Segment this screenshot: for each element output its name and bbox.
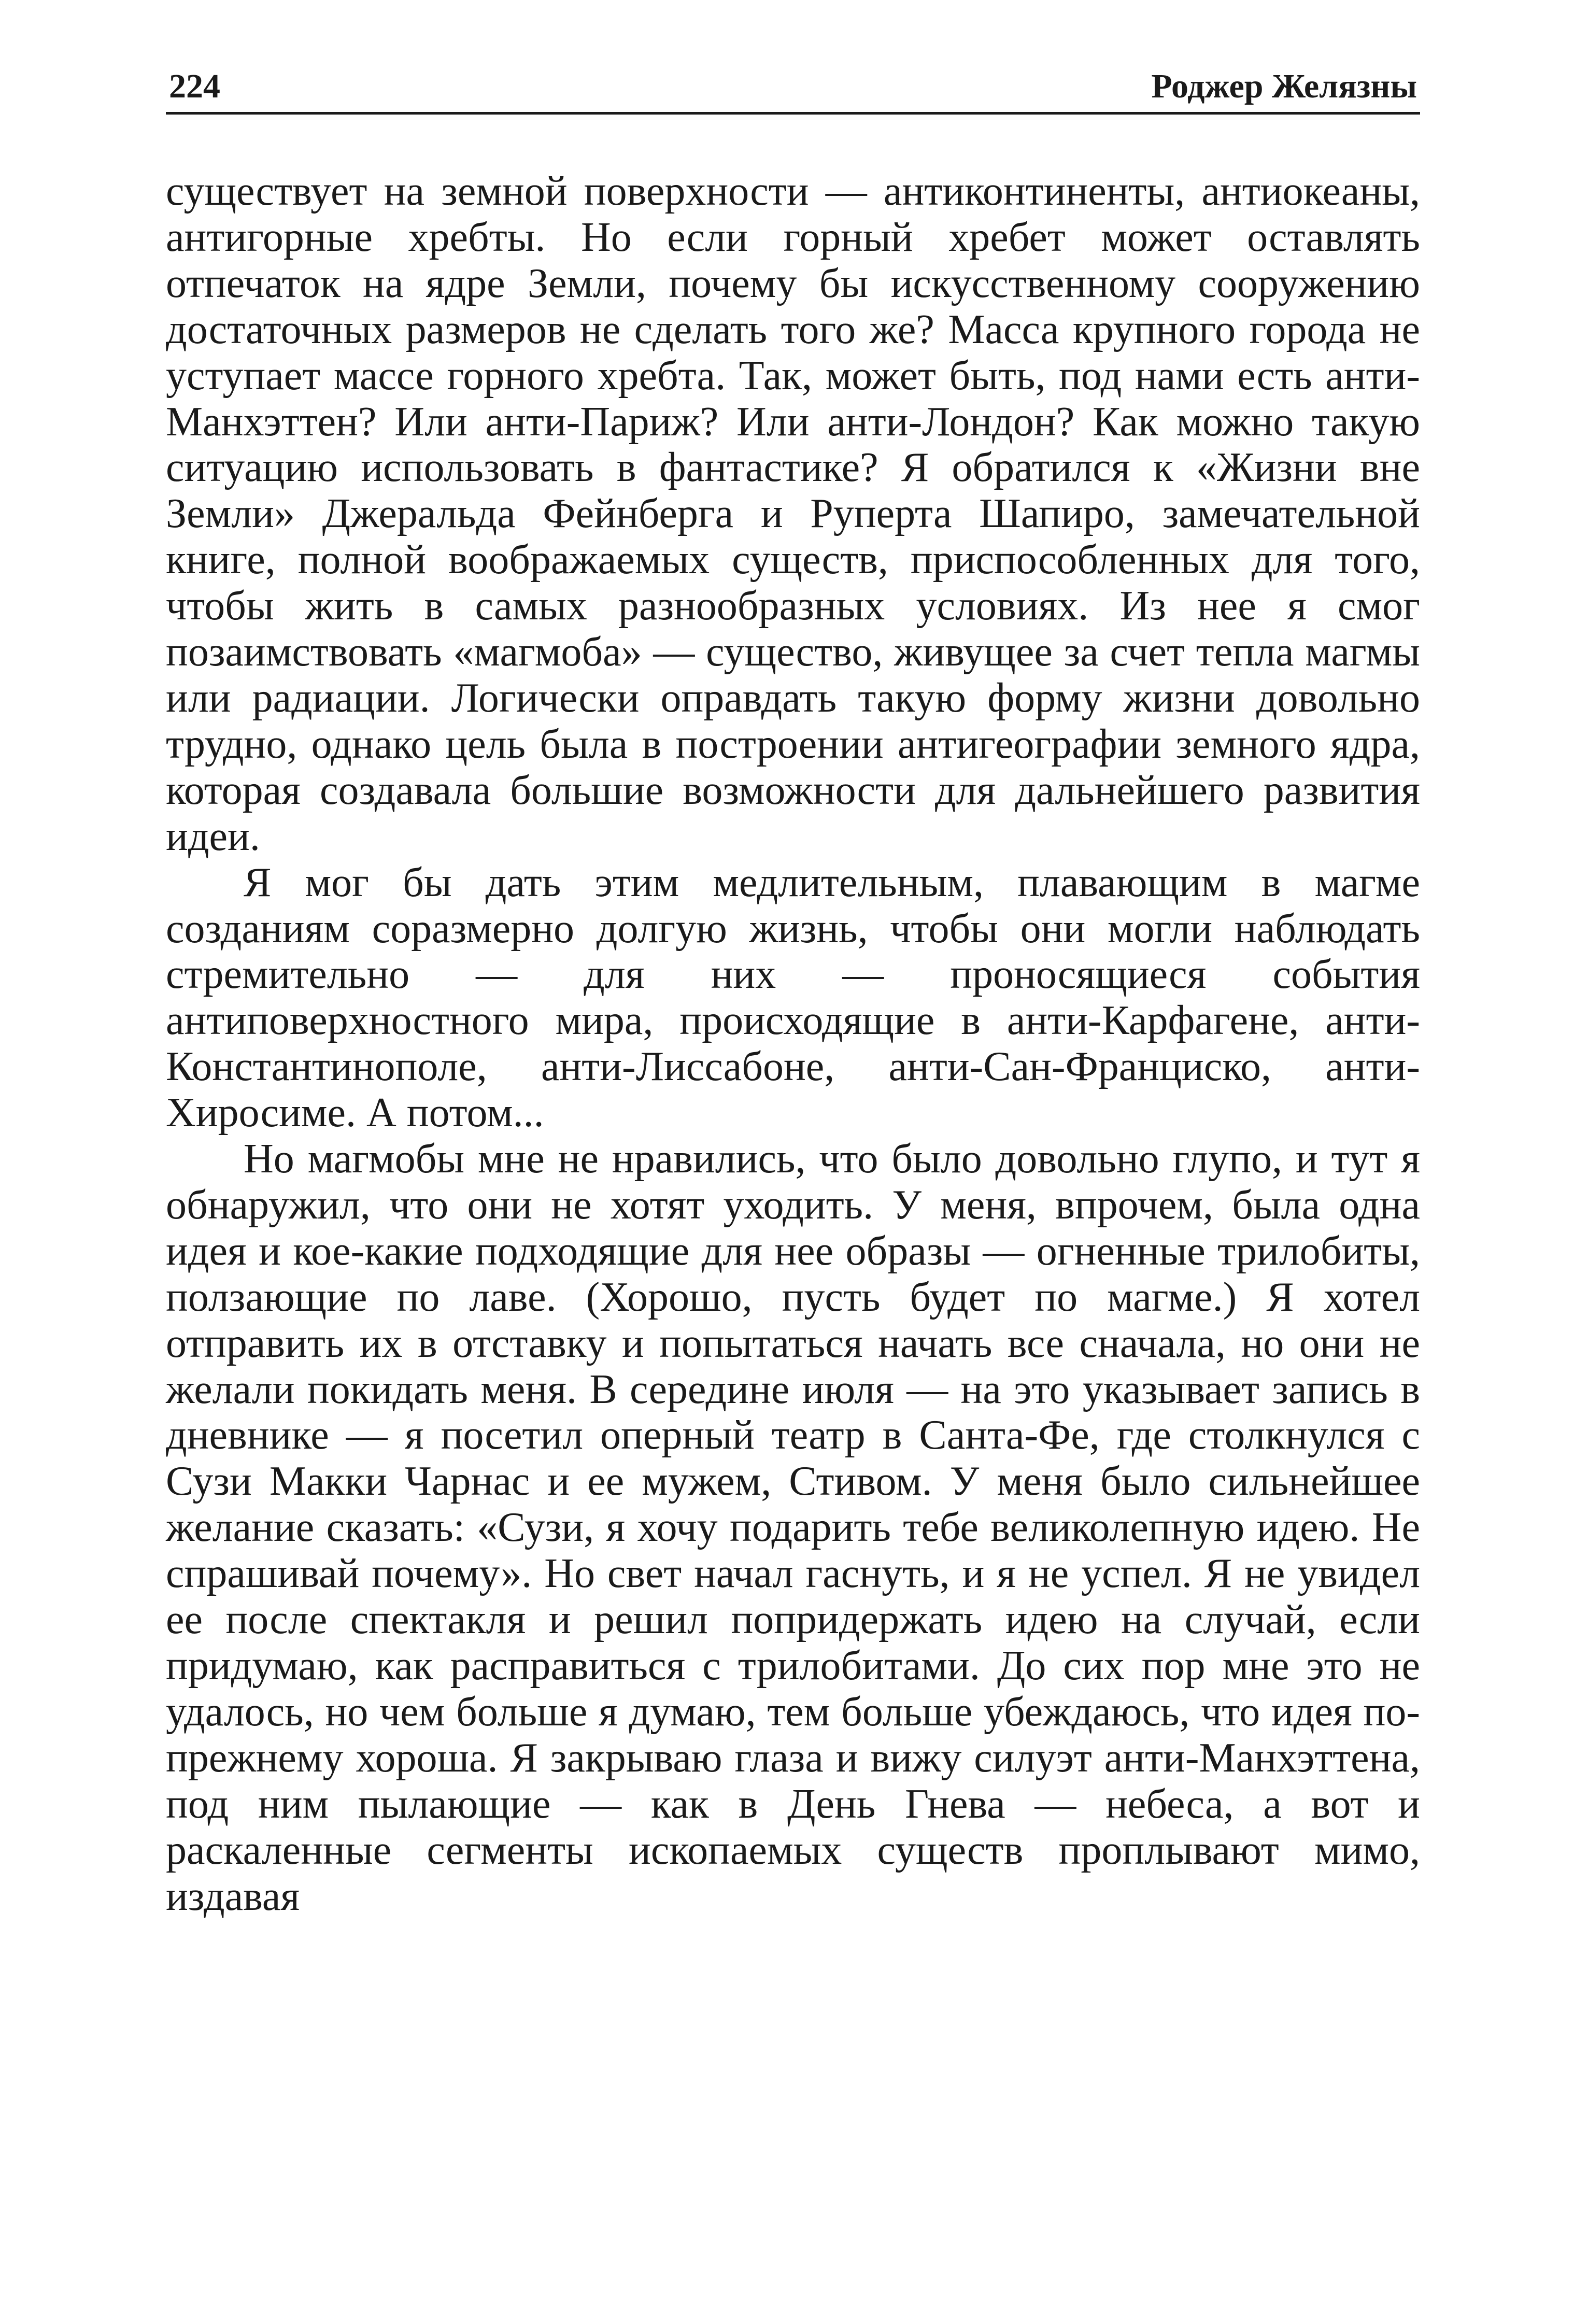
paragraph-3: Но магмобы мне не нравились, что было довольно глупо, и тут я обнаружил, что они не хотят уходить. У меня, впрочем, была одна идея и кое-какие подходящие для нее образы — огненные трилобиты, ползающие по лаве. (Хорошо, пусть будет по магме.) Я хотел отправить их в отставку и попытаться начать все сначала, но они не желали покидать меня. В середине июля — на это указывает запись в дневнике — я посетил оперный театр в Санта-Фе, где столкнулся с Сузи Макки Чарнас и ее мужем, Стивом. У меня было сильнейшее желание сказать: «Сузи, я хочу подарить тебе великолепную идею. Не спрашивай почему». Но свет начал гаснуть, и я не успел. Я не увидел ее после спектакля и решил попридержать идею на случай, если придумаю, как расправиться с трилобитами. До сих пор мне это не удалось, но чем больше я думаю, тем больше убеждаюсь, что идея по-прежнему хороша. Я закрываю глаза и вижу силуэт анти-Манхэттена, под ним пылающие — как в День Гнева — небеса, а вот и раскаленные сегменты ископаемых существ проплывают мимо, издавая: [166, 1136, 1420, 1919]
page-number: 224: [169, 67, 220, 105]
book-page: [166, 52, 1420, 2280]
paragraph-1: существует на земной поверхности — антиконтиненты, антиокеаны, антигорные хребты. Но если горный хребет может оставлять отпечаток на ядре Земли, почему бы искусственному сооружению достаточных размеров не сделать того же? Масса крупного города не уступает массе горного хребта. Так, может быть, под нами есть анти-Манхэттен? Или анти-Париж? Или анти-Лондон? Как можно такую ситуацию использовать в фантастике? Я обратился к «Жизни вне Земли» Джеральда Фейнберга и Руперта Шапиро, замечательной книге, полной воображаемых существ, приспособленных для того, чтобы жить в самых разнообразных условиях. Из нее я смог позаимствовать «магмоба» — существо, живущее за счет тепла магмы или радиации. Логически оправдать такую форму жизни довольно трудно, однако цель была в построении антигеографии земного ядра, которая создавала большие возможности для дальнейшего развития идеи.: [166, 168, 1420, 859]
body-text: [166, 168, 1420, 1919]
author-name: Роджер Желязны: [1151, 67, 1417, 105]
running-head: [166, 52, 1420, 115]
paragraph-2: Я мог бы дать этим медлительным, плавающим в магме созданиям соразмерно долгую жизнь, чтобы они могли наблюдать стремительно — для них — проносящиеся события антиповерхностного мира, происходящие в анти-Карфагене, анти-Константинополе, анти-Лиссабоне, анти-Сан-Франциско, анти-Хиросиме. А потом...: [166, 859, 1420, 1136]
